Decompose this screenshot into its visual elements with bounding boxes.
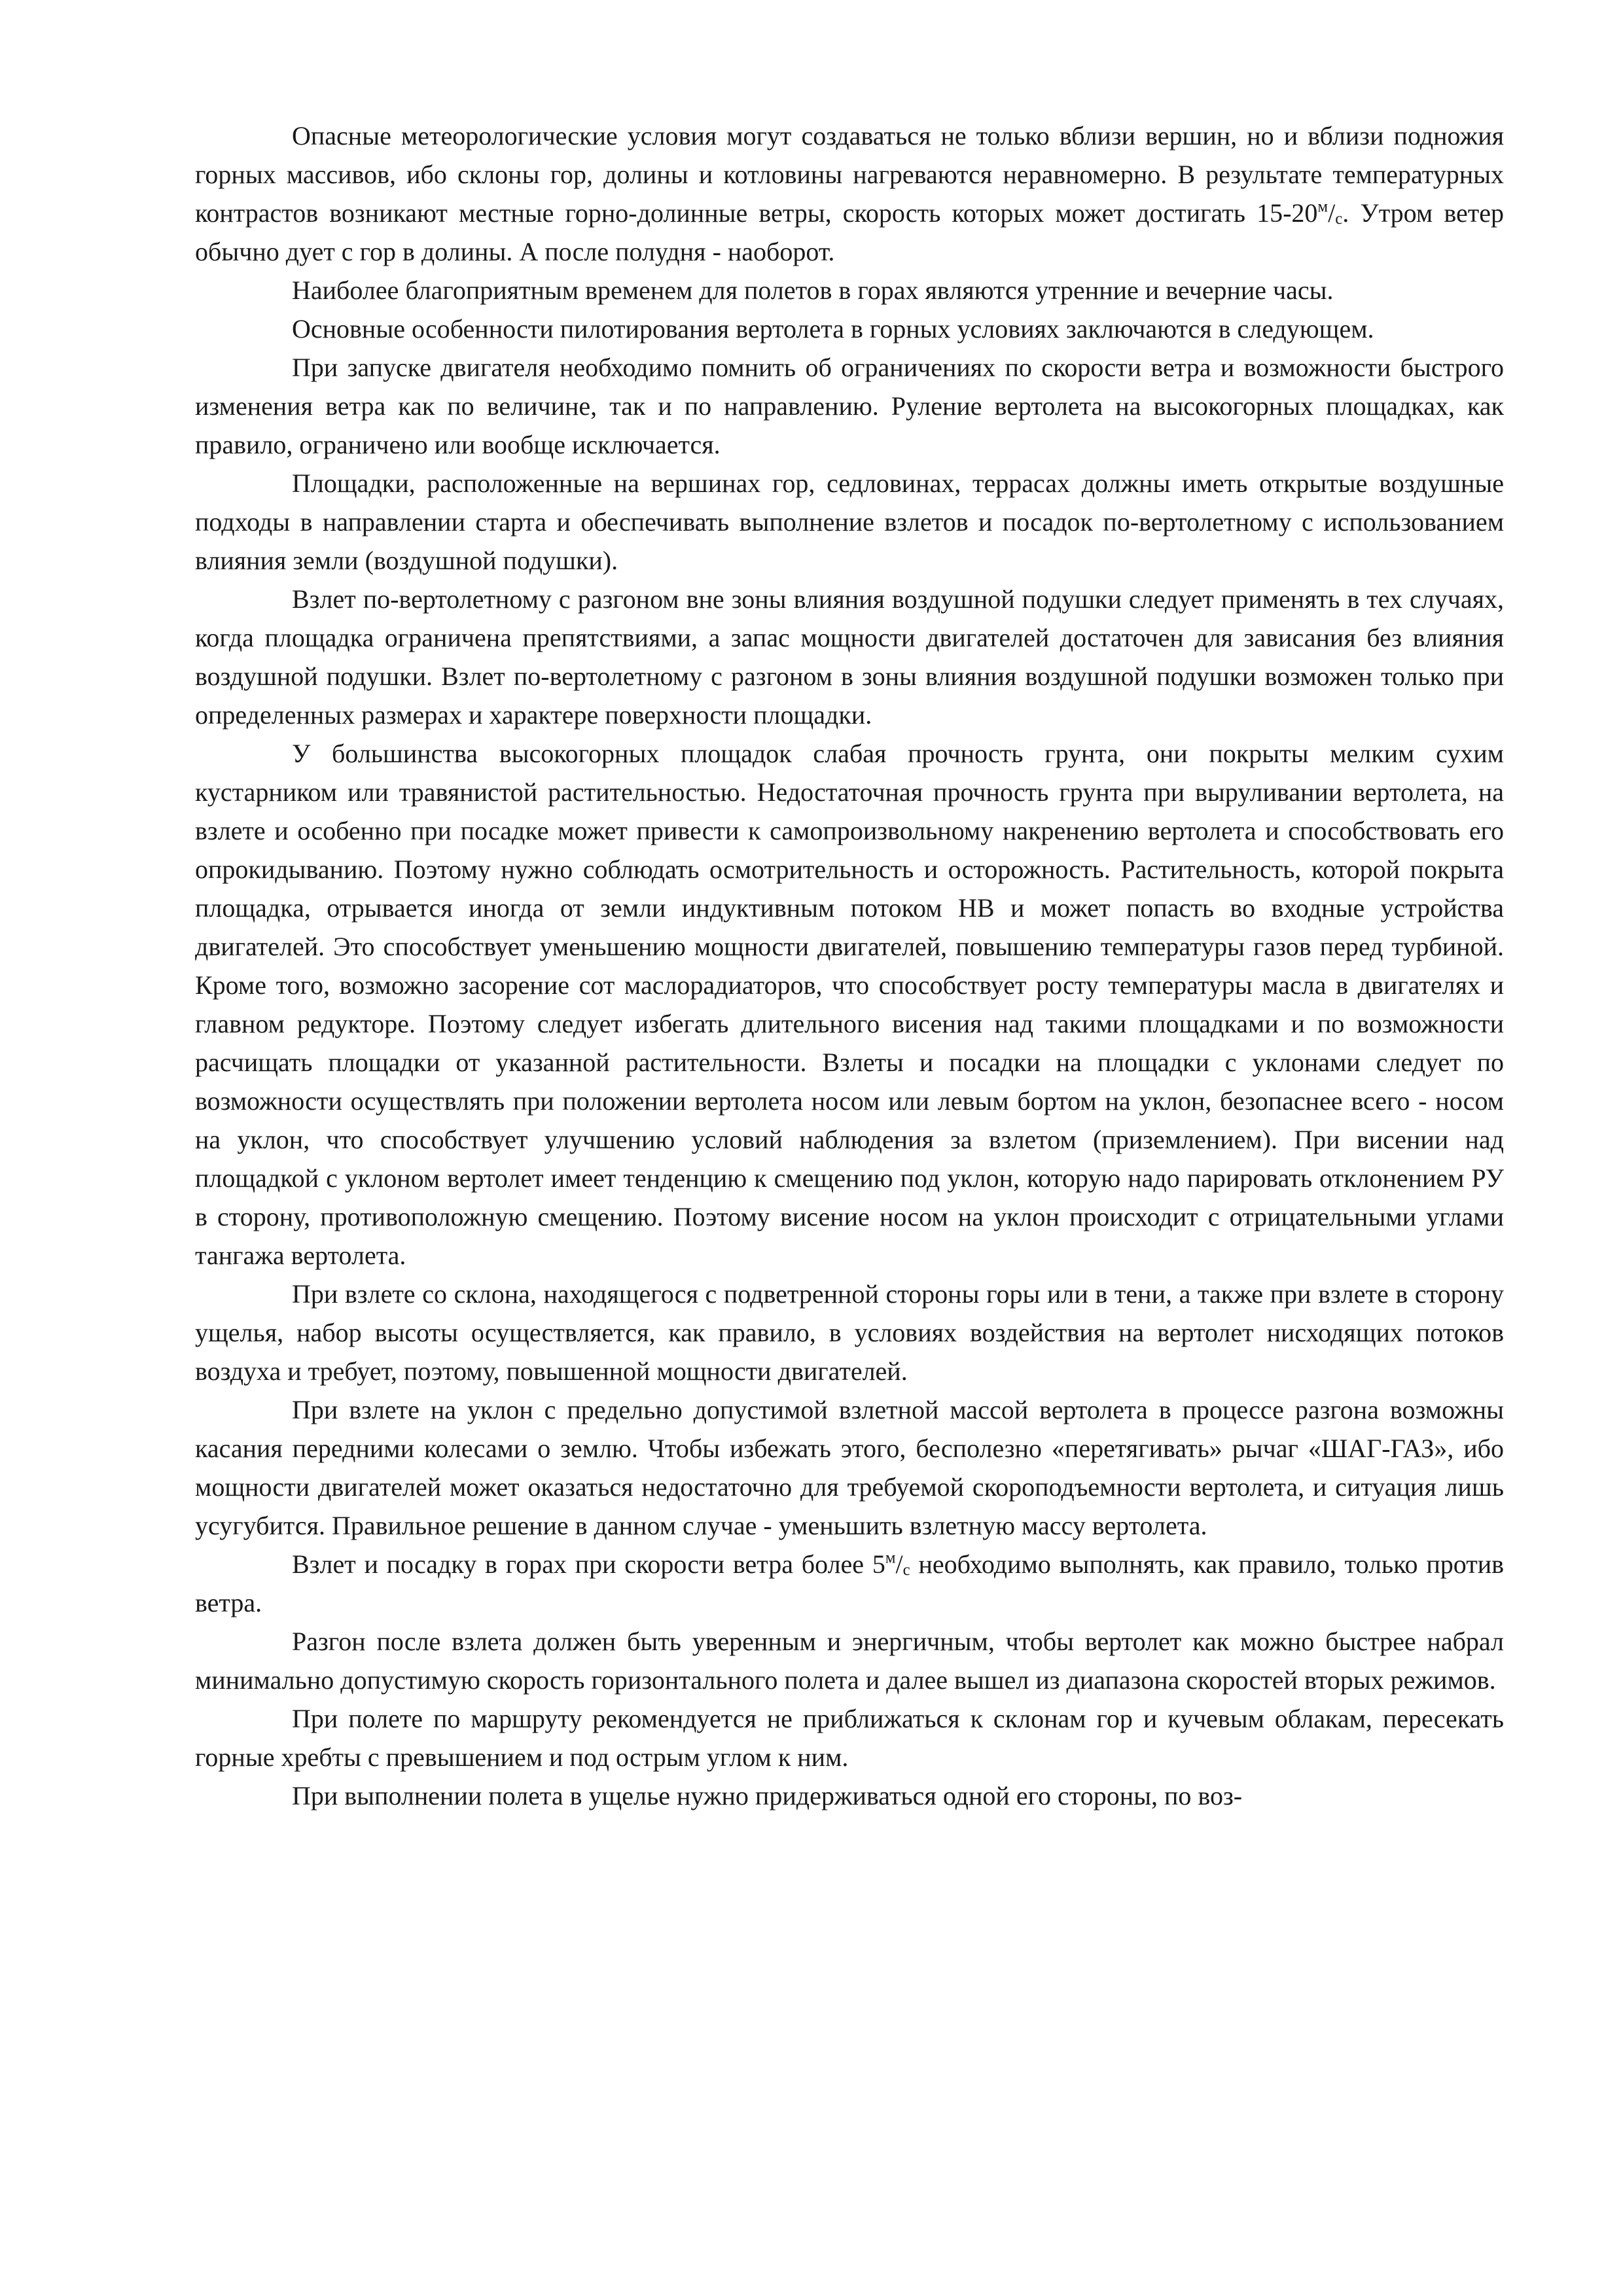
- paragraph-gorge-flight: При выполнении полета в ущелье нужно придерживаться одной его стороны, по воз-: [292, 1781, 1243, 1810]
- paragraph-helicopter-takeoff: Взлет по-вертолетному с разгоном вне зоны влияния воздушной подушки следует применять в тех случаях, когда площадка ограничена препятствиями, а запас мощности двигателей достаточен для зависания без влияния воздушной подушки. Взлет по-вертолетному с разгоном в зоны влияния воздушной подушки возможен только при определенных размерах и характере поверхности площадки.: [195, 584, 1504, 730]
- unit-subscript: с: [1335, 209, 1343, 228]
- paragraph-best-time: Наиболее благоприятным временем для полетов в горах являются утренние и вечерние часы.: [292, 275, 1334, 305]
- paragraph-mountain-winds: [195, 116, 1504, 271]
- unit-superscript: м: [885, 1549, 896, 1567]
- paragraph-wind-limit: [195, 1545, 1504, 1622]
- paragraph-engine-start: При запуске двигателя необходимо помнить об ограничениях по скорости ветра и возможности быстрого изменения ветра как по величине, так и по направлению. Руление вертолета на высокогорных площадках, как правило, ограничено или вообще исключается.: [195, 353, 1504, 459]
- unit-slash: /: [1328, 198, 1336, 228]
- paragraph-acceleration: Разгон после взлета должен быть уверенным и энергичным, чтобы вертолет как можно быстрее набрал минимально допустимую скорость горизонтального полета и далее вышел из диапазона скоростей вторых режимов.: [195, 1627, 1504, 1695]
- paragraph-soil-strength: У большинства высокогорных площадок слабая прочность грунта, они покрыты мелким сухим кустарником или травянистой растительностью. Недостаточная прочность грунта при выруливании вертолета, на взлете и особенно при посадке может привести к самопроизвольному накренению вертолета и способствовать его опрокидыванию. Поэтому нужно соблюдать осмотрительность и осторожность. Растительность, которой покрыта площадка, отрывается иногда от земли индуктивным потоком НВ и может попасть во входные устройства двигателей. Это способствует уменьшению мощности двигателей, повышению температуры газов перед турбиной. Кроме того, возможно засорение сот маслорадиаторов, что способствует росту температуры масла в двигателях и главном редукторе. Поэтому следует избегать длительного висения над такими площадками и по возможности расчищать площадки от указанной растительности. Взлеты и посадки на площадки с уклонами следует по возможности осуществлять при положении вертолета носом или левым бортом на уклон, безопаснее всего - носом на уклон, что способствует улучшению условий наблюдения за взлетом (приземлением). При висении над площадкой с уклоном вертолет имеет тенденцию к смещению под уклон, которую надо парировать отклонением РУ в сторону, противоположную смещению. Поэтому висение носом на уклон происходит с отрицательными углами тангажа вертолета.: [195, 739, 1504, 1270]
- body-text: [195, 116, 1504, 1815]
- paragraph-text: Опасные метеорологические условия могут создаваться не только вблизи вершин, но и вблизи подножия горных массивов, ибо склоны гор, долины и котловины нагреваются неравномерно. В результате температурных контрастов возникают местные горно-долинные ветры, скорость которых может достигать 15-20: [195, 121, 1504, 228]
- paragraph-piloting-features: Основные особенности пилотирования вертолета в горных условиях заключаются в следующем.: [292, 314, 1374, 344]
- paragraph-route-flight: При полете по маршруту рекомендуется не приближаться к склонам гор и кучевым облакам, пересекать горные хребты с превышением и под острым углом к ним.: [195, 1704, 1504, 1772]
- paragraph-text: . Утром ветер обычно дует с гор в долины. А после полудня - наоборот.: [195, 198, 1504, 266]
- unit-subscript: с: [902, 1561, 910, 1579]
- paragraph-text: необходимо выполнять, как правило, только против ветра.: [195, 1549, 1504, 1617]
- paragraph-slope-takeoff: При взлете со склона, находящегося с подветренной стороны горы или в тени, а также при взлете в сторону ущелья, набор высоты осуществляется, как правило, в условиях воздействия на вертолет нисходящих потоков воздуха и требует, поэтому, повышенной мощности двигателей.: [195, 1279, 1504, 1386]
- unit-slash: /: [895, 1549, 903, 1579]
- unit-superscript: м: [1317, 198, 1329, 216]
- paragraph-landing-sites: Площадки, расположенные на вершинах гор, седловинах, террасах должны иметь открытые воздушные подходы в направлении старта и обеспечивать выполнение взлетов и посадок по-вертолетному с использованием влияния земли (воздушной подушки).: [195, 468, 1504, 575]
- paragraph-text: Взлет и посадку в горах при скорости ветра более 5: [292, 1549, 885, 1579]
- paragraph-max-mass-takeoff: При взлете на уклон с предельно допустимой взлетной массой вертолета в процессе разгона возможны касания передними колесами о землю. Чтобы избежать этого, бесполезно «перетягивать» рычаг «ШАГ-ГАЗ», ибо мощности двигателей может оказаться недостаточно для требуемой скороподъемности вертолета, и ситуация лишь усугубится. Правильное решение в данном случае - уменьшить взлетную массу вертолета.: [195, 1395, 1504, 1540]
